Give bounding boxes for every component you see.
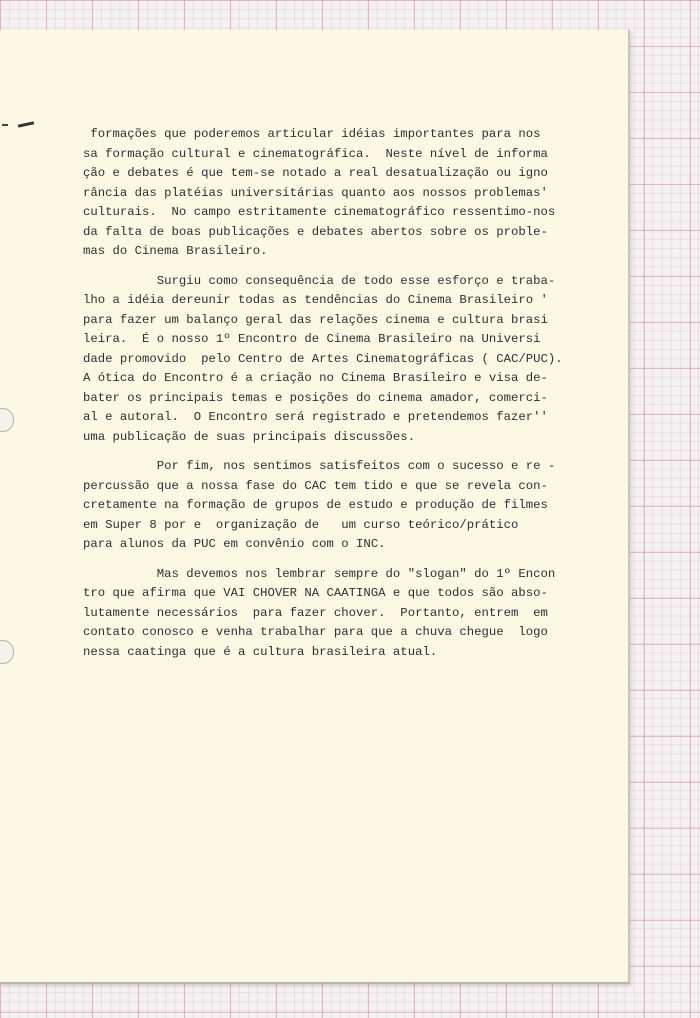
paragraph-3 [83,457,583,555]
text-line: Surgiu como consequência de todo esse esforço e traba- [83,273,556,288]
text-line: da falta de boas publicações e debates abertos sobre os proble- [83,224,548,239]
text-line: formações que poderemos articular idéias importantes para nos [83,127,541,141]
text-line: sa formação cultural e cinematográfica. Neste nível de informa [83,146,548,161]
paragraph-4 [83,565,583,663]
text-line: para fazer um balanço geral das relações cinema e cultura brasi [83,312,548,327]
paragraph-1 [83,125,583,262]
text-line: al e autoral. O Encontro será registrado e pretendemos fazer'' [83,410,548,424]
text-line: em Super 8 por e organização de um curso teórico/prático [83,517,519,532]
text-line: uma publicação de suas principais discussões. [83,429,416,444]
text-line: culturais. No campo estritamente cinematográfico ressentimo-nos [83,205,556,219]
text-line: A ótica do Encontro é a criação no Cinema Brasileiro e visa de- [83,371,548,385]
text-line: nessa caatinga que é a cultura brasileira atual. [83,644,438,659]
typed-text [83,125,583,662]
ink-mark [0,122,34,128]
text-line: percussão que a nossa fase do CAC tem tido e que se revela con- [83,478,548,493]
text-line: contato conosco e venha trabalhar para que a chuva chegue logo [83,625,548,639]
text-line: leira. É o nosso 1º Encontro de Cinema Brasileiro na Universi [83,332,541,346]
text-line: Mas devemos nos lembrar sempre do "slogan" do 1º Encon [83,566,556,581]
punch-hole-top [0,408,14,432]
text-line: cretamente na formação de grupos de estudo e produção de filmes [83,498,548,512]
paragraph-2 [83,272,583,448]
punch-hole-bottom [0,640,14,664]
text-line: mas do Cinema Brasileiro. [83,244,268,258]
text-line: para alunos da PUC em convênio com o INC. [83,537,386,551]
text-line: tro que afirma que VAI CHOVER NA CAATINGA e que todos são abso- [83,586,548,600]
text-line: dade promovido pelo Centro de Artes Cinematográficas ( CAC/PUC). [83,351,563,366]
text-line: lutamente necessários para fazer chover. Portanto, entrem em [83,605,548,620]
text-line: rância das platéias universitárias quanto aos nossos problemas' [83,185,548,200]
text-line: ção e debates é que tem-se notado a real desatualização ou igno [83,166,548,180]
text-line: lho a idéia dereunir todas as tendências do Cinema Brasileiro ' [83,293,548,307]
text-line: Por fim, nos sentimos satisfeitos com o sucesso e re - [83,459,556,473]
text-line: bater os principais temas e posições do cinema amador, comerci- [83,390,548,405]
